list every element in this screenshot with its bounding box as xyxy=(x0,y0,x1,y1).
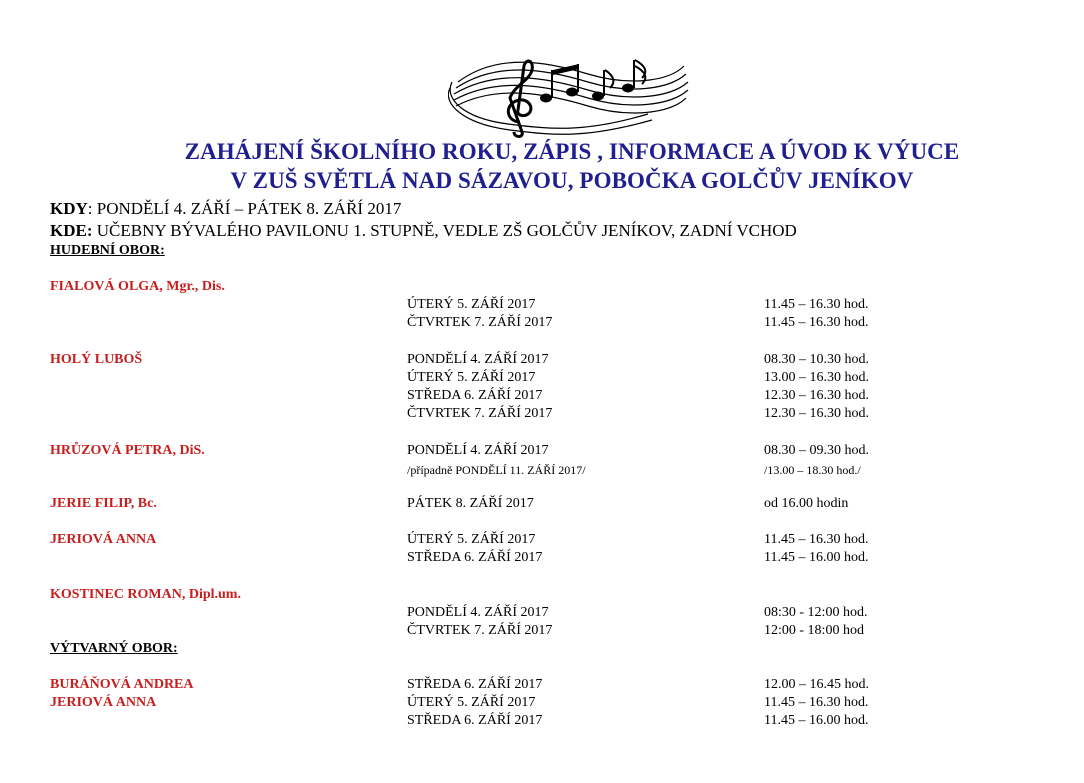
when-line xyxy=(50,199,401,219)
teacher-name: JERIOVÁ ANNA xyxy=(50,532,157,547)
slot-day-alternative: /případně PONDĚLÍ 11. ZÁŘÍ 2017/ xyxy=(407,463,586,477)
slot-day: STŘEDA 6. ZÁŘÍ 2017 xyxy=(407,550,543,565)
when-label: KDY xyxy=(50,199,88,218)
slot-time: 11.45 – 16.30 hod. xyxy=(764,695,869,710)
when-value: : PONDĚLÍ 4. ZÁŘÍ – PÁTEK 8. ZÁŘÍ 2017 xyxy=(87,199,402,218)
slot-day: ČTVRTEK 7. ZÁŘÍ 2017 xyxy=(407,623,553,638)
music-section-title: HUDEBNÍ OBOR: xyxy=(50,243,165,258)
slot-time: 11.45 – 16.00 hod. xyxy=(764,550,869,565)
slot-time: 08.30 – 10.30 hod. xyxy=(764,352,869,367)
slot-time: od 16.00 hodin xyxy=(764,496,849,511)
slot-day: ÚTERÝ 5. ZÁŘÍ 2017 xyxy=(407,297,536,312)
slot-time: 08.30 – 09.30 hod. xyxy=(764,443,869,458)
slot-day: ÚTERÝ 5. ZÁŘÍ 2017 xyxy=(407,370,536,385)
slot-time: 12.30 – 16.30 hod. xyxy=(764,406,869,421)
slot-day: ČTVRTEK 7. ZÁŘÍ 2017 xyxy=(407,406,553,421)
slot-time: 12.00 – 16.45 hod. xyxy=(764,677,869,692)
teacher-name: KOSTINEC ROMAN, Dipl.um. xyxy=(50,587,241,602)
where-label: KDE: xyxy=(50,221,93,240)
slot-day: PONDĚLÍ 4. ZÁŘÍ 2017 xyxy=(407,443,549,458)
teacher-name: HRŮZOVÁ PETRA, DiS. xyxy=(50,443,205,458)
slot-time: 11.45 – 16.00 hod. xyxy=(764,713,869,728)
where-line xyxy=(50,221,797,241)
slot-day: PONDĚLÍ 4. ZÁŘÍ 2017 xyxy=(407,352,549,367)
teacher-name: BURÁŇOVÁ ANDREA xyxy=(50,677,194,692)
slot-time: 11.45 – 16.30 hod. xyxy=(764,532,869,547)
slot-time: 12.30 – 16.30 hod. xyxy=(764,388,869,403)
teacher-name: JERIOVÁ ANNA xyxy=(50,695,157,710)
slot-time: 08:30 - 12:00 hod. xyxy=(764,605,868,620)
page-title-line-2: V ZUŠ SVĚTLÁ NAD SÁZAVOU, POBOČKA GOLČŮV JENÍKOV xyxy=(230,168,914,193)
slot-time-alternative: /13.00 – 18.30 hod./ xyxy=(764,463,861,477)
slot-day: ČTVRTEK 7. ZÁŘÍ 2017 xyxy=(407,315,553,330)
slot-day: STŘEDA 6. ZÁŘÍ 2017 xyxy=(407,713,543,728)
music-staff-treble-clef-icon xyxy=(448,52,694,138)
slot-day: ÚTERÝ 5. ZÁŘÍ 2017 xyxy=(407,532,536,547)
slot-day: STŘEDA 6. ZÁŘÍ 2017 xyxy=(407,677,543,692)
slot-day: PÁTEK 8. ZÁŘÍ 2017 xyxy=(407,496,534,511)
slot-time: 11.45 – 16.30 hod. xyxy=(764,315,869,330)
slot-time: 12:00 - 18:00 hod xyxy=(764,623,864,638)
slot-time: 13.00 – 16.30 hod. xyxy=(764,370,869,385)
slot-day: ÚTERÝ 5. ZÁŘÍ 2017 xyxy=(407,695,536,710)
teacher-name: FIALOVÁ OLGA, Mgr., Dis. xyxy=(50,279,225,294)
where-value: UČEBNY BÝVALÉHO PAVILONU 1. STUPNĚ, VEDLE ZŠ GOLČŮV JENÍKOV, ZADNÍ VCHOD xyxy=(92,221,797,240)
page-title-line-1: ZAHÁJENÍ ŠKOLNÍHO ROKU, ZÁPIS , INFORMACE A ÚVOD K VÝUCE xyxy=(184,139,960,164)
teacher-name: HOLÝ LUBOŠ xyxy=(50,352,143,367)
art-section-title: VÝTVARNÝ OBOR: xyxy=(50,641,178,656)
slot-day: PONDĚLÍ 4. ZÁŘÍ 2017 xyxy=(407,605,549,620)
slot-day: STŘEDA 6. ZÁŘÍ 2017 xyxy=(407,388,543,403)
teacher-name: JERIE FILIP, Bc. xyxy=(50,496,157,511)
slot-time: 11.45 – 16.30 hod. xyxy=(764,297,869,312)
